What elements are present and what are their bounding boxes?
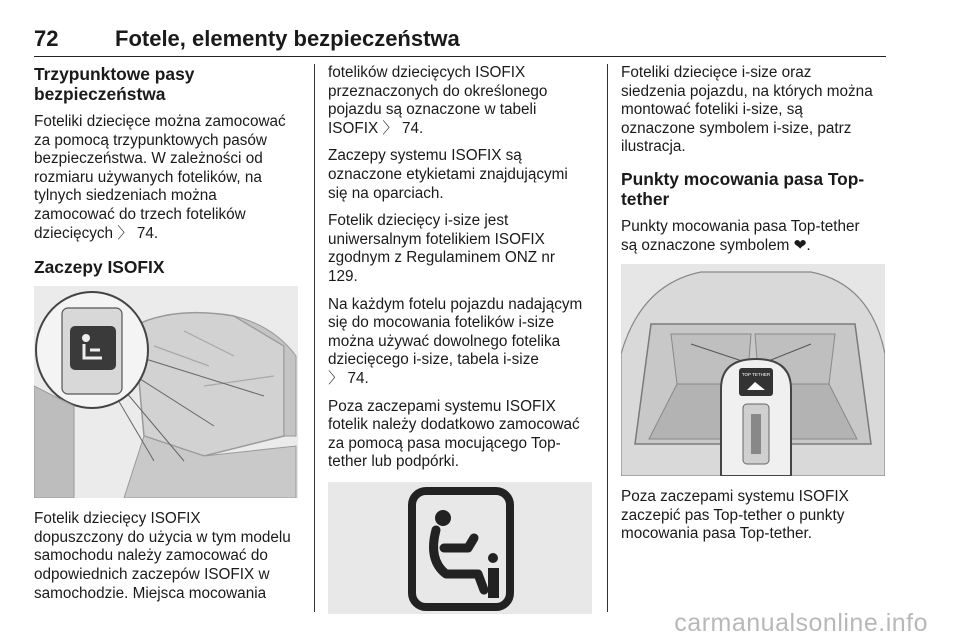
isofix-seat-illustration	[34, 286, 298, 498]
page-number: 72	[34, 26, 59, 51]
paragraph-isize-marking: Foteliki dziecięce i-size oraz siedzenia pojazdu, na których można montować foteliki i-size, są oznaczone symbolem i-size, patrz ilustracja.	[621, 64, 873, 156]
top-tether-figure	[621, 264, 885, 476]
column-divider-2	[607, 64, 608, 612]
paragraph-isofix-labels: Zaczepy systemu ISOFIX są oznaczone etykietami znajdującymi się na oparciach.	[328, 147, 568, 202]
page-title: Fotele, elementy bezpieczeństwa	[115, 26, 460, 51]
paragraph-isize-definition: Fotelik dziecięcy i-size jest uniwersalnym fotelikiem ISOFIX zgodnym z Regulaminem ONZ nr 129.	[328, 212, 555, 285]
paragraph-three-point: Foteliki dziecięce można zamocować za pomocą trzypunktowych pasów bezpieczeństwa. W zależności od rozmiaru używanych fotelików, na tylnych siedzeniach można zamocować do trzech fotelików dziecięcych 〉 74.	[34, 113, 286, 242]
paragraph-isofix: Fotelik dziecięcy ISOFIX dopuszczony do użycia w tym modelu samochodu należy zamocować do odpowiednich zaczepów ISOFIX w samochodzie. Miejsca mocowania	[34, 510, 291, 602]
paragraph-top-tether-symbol: Punkty mocowania pasa Top-tether są oznaczone symbolem ❤.	[621, 217, 860, 254]
paragraph-top-tether-attach: Poza zaczepami systemu ISOFIX zaczepić pas Top-tether o punkty mocowania pasa Top-tether.	[621, 488, 849, 543]
trunk-illustration	[621, 264, 885, 476]
paragraph-isofix-table: fotelików dziecięcych ISOFIX przeznaczonych do określonego pojazdu są oznaczone w tabeli ISOFIX 〉 74.	[328, 64, 548, 137]
heading-isofix: Zaczepy ISOFIX	[34, 257, 165, 278]
column-left	[34, 64, 302, 612]
isize-symbol-icon	[328, 482, 592, 614]
top-tether-label-text: TOP TETHER	[741, 372, 771, 378]
isofix-seat-figure	[34, 286, 298, 498]
column-right	[621, 64, 889, 553]
heading-three-point-belts: Trzypunktowe pasy bezpieczeństwa	[34, 64, 195, 104]
column-divider-1	[314, 64, 315, 612]
paragraph-top-tether: Poza zaczepami systemu ISOFIX fotelik należy dodatkowo zamocować za pomocą pasa mocującego Top- tether lub podpórki.	[328, 397, 580, 471]
watermark: carmanualsonline.info	[674, 609, 928, 637]
isize-symbol-figure	[328, 482, 592, 614]
heading-top-tether: Punkty mocowania pasa Top- tether	[621, 168, 865, 209]
page-header	[34, 26, 886, 57]
paragraph-isize-usage: Na każdym fotelu pojazdu nadającym się do mocowania fotelików i-size można używać dowolnego fotelika dziecięcego i-size, tabela i-size 〉 74.	[328, 295, 583, 387]
column-middle	[328, 64, 594, 626]
